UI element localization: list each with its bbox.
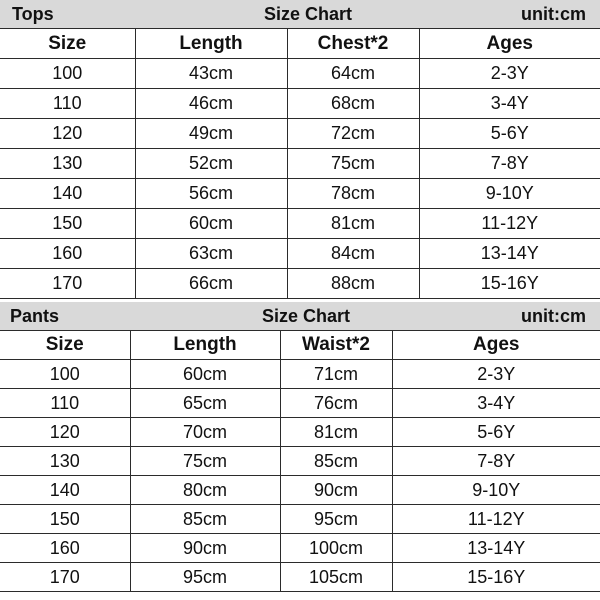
column-header-chest: Chest*2 bbox=[287, 29, 419, 59]
size-cell: 150 bbox=[0, 209, 135, 239]
column-header-ages: Ages bbox=[392, 331, 600, 360]
chest-cell: 78cm bbox=[287, 179, 419, 209]
chest-cell: 72cm bbox=[287, 119, 419, 149]
ages-cell: 11-12Y bbox=[392, 505, 600, 534]
table-row bbox=[0, 534, 600, 563]
waist-cell: 71cm bbox=[280, 360, 392, 389]
ages-cell: 15-16Y bbox=[419, 269, 600, 299]
table-row bbox=[0, 239, 600, 269]
waist-cell: 76cm bbox=[280, 389, 392, 418]
chest-cell: 81cm bbox=[287, 209, 419, 239]
tops-unit-label: unit:cm bbox=[521, 4, 586, 24]
table-row bbox=[0, 119, 600, 149]
chest-cell: 75cm bbox=[287, 149, 419, 179]
size-cell: 140 bbox=[0, 179, 135, 209]
length-cell: 95cm bbox=[130, 563, 280, 592]
tops-chart-title: Size Chart bbox=[264, 4, 353, 24]
size-cell: 170 bbox=[0, 563, 130, 592]
size-cell: 120 bbox=[0, 418, 130, 447]
table-row bbox=[0, 59, 600, 89]
length-cell: 66cm bbox=[135, 269, 287, 299]
ages-cell: 3-4Y bbox=[419, 89, 600, 119]
table-header-row bbox=[0, 331, 600, 360]
table-row bbox=[0, 563, 600, 592]
length-cell: 46cm bbox=[135, 89, 287, 119]
table-header-row bbox=[0, 29, 600, 59]
size-cell: 170 bbox=[0, 269, 135, 299]
table-row bbox=[0, 447, 600, 476]
tops-title-bar bbox=[0, 0, 600, 28]
ages-cell: 11-12Y bbox=[419, 209, 600, 239]
chest-cell: 88cm bbox=[287, 269, 419, 299]
length-cell: 90cm bbox=[130, 534, 280, 563]
length-cell: 60cm bbox=[135, 209, 287, 239]
length-cell: 85cm bbox=[130, 505, 280, 534]
table-row bbox=[0, 89, 600, 119]
table-row bbox=[0, 179, 600, 209]
size-cell: 100 bbox=[0, 59, 135, 89]
length-cell: 56cm bbox=[135, 179, 287, 209]
length-cell: 43cm bbox=[135, 59, 287, 89]
table-row bbox=[0, 418, 600, 447]
table-row bbox=[0, 505, 600, 534]
chest-cell: 68cm bbox=[287, 89, 419, 119]
ages-cell: 7-8Y bbox=[419, 149, 600, 179]
size-cell: 140 bbox=[0, 476, 130, 505]
size-cell: 130 bbox=[0, 149, 135, 179]
length-cell: 49cm bbox=[135, 119, 287, 149]
size-cell: 150 bbox=[0, 505, 130, 534]
chest-cell: 84cm bbox=[287, 239, 419, 269]
waist-cell: 95cm bbox=[280, 505, 392, 534]
tops-category-label: Tops bbox=[12, 4, 54, 24]
column-header-length: Length bbox=[135, 29, 287, 59]
ages-cell: 7-8Y bbox=[392, 447, 600, 476]
table-row bbox=[0, 269, 600, 299]
ages-cell: 13-14Y bbox=[419, 239, 600, 269]
pants-category-label: Pants bbox=[10, 306, 60, 326]
ages-cell: 15-16Y bbox=[392, 563, 600, 592]
length-cell: 75cm bbox=[130, 447, 280, 476]
pants-title-bar bbox=[0, 302, 600, 330]
ages-cell: 5-6Y bbox=[392, 418, 600, 447]
ages-cell: 2-3Y bbox=[392, 360, 600, 389]
size-cell: 130 bbox=[0, 447, 130, 476]
size-cell: 120 bbox=[0, 119, 135, 149]
table-row bbox=[0, 476, 600, 505]
table-row bbox=[0, 209, 600, 239]
table-row bbox=[0, 360, 600, 389]
pants-size-chart bbox=[0, 302, 600, 592]
waist-cell: 90cm bbox=[280, 476, 392, 505]
size-cell: 100 bbox=[0, 360, 130, 389]
length-cell: 63cm bbox=[135, 239, 287, 269]
tops-size-chart bbox=[0, 0, 600, 299]
tops-size-table bbox=[0, 28, 600, 299]
table-row bbox=[0, 149, 600, 179]
size-cell: 110 bbox=[0, 389, 130, 418]
table-row bbox=[0, 389, 600, 418]
ages-cell: 5-6Y bbox=[419, 119, 600, 149]
length-cell: 65cm bbox=[130, 389, 280, 418]
size-cell: 110 bbox=[0, 89, 135, 119]
waist-cell: 105cm bbox=[280, 563, 392, 592]
pants-chart-title: Size Chart bbox=[262, 306, 351, 326]
length-cell: 60cm bbox=[130, 360, 280, 389]
ages-cell: 2-3Y bbox=[419, 59, 600, 89]
waist-cell: 100cm bbox=[280, 534, 392, 563]
length-cell: 80cm bbox=[130, 476, 280, 505]
waist-cell: 85cm bbox=[280, 447, 392, 476]
chest-cell: 64cm bbox=[287, 59, 419, 89]
ages-cell: 9-10Y bbox=[419, 179, 600, 209]
pants-unit-label: unit:cm bbox=[521, 306, 586, 326]
column-header-length: Length bbox=[130, 331, 280, 360]
pants-size-table bbox=[0, 330, 600, 592]
size-cell: 160 bbox=[0, 239, 135, 269]
length-cell: 70cm bbox=[130, 418, 280, 447]
column-header-waist: Waist*2 bbox=[280, 331, 392, 360]
column-header-size: Size bbox=[0, 331, 130, 360]
column-header-size: Size bbox=[0, 29, 135, 59]
ages-cell: 9-10Y bbox=[392, 476, 600, 505]
size-cell: 160 bbox=[0, 534, 130, 563]
length-cell: 52cm bbox=[135, 149, 287, 179]
column-header-ages: Ages bbox=[419, 29, 600, 59]
waist-cell: 81cm bbox=[280, 418, 392, 447]
ages-cell: 3-4Y bbox=[392, 389, 600, 418]
ages-cell: 13-14Y bbox=[392, 534, 600, 563]
